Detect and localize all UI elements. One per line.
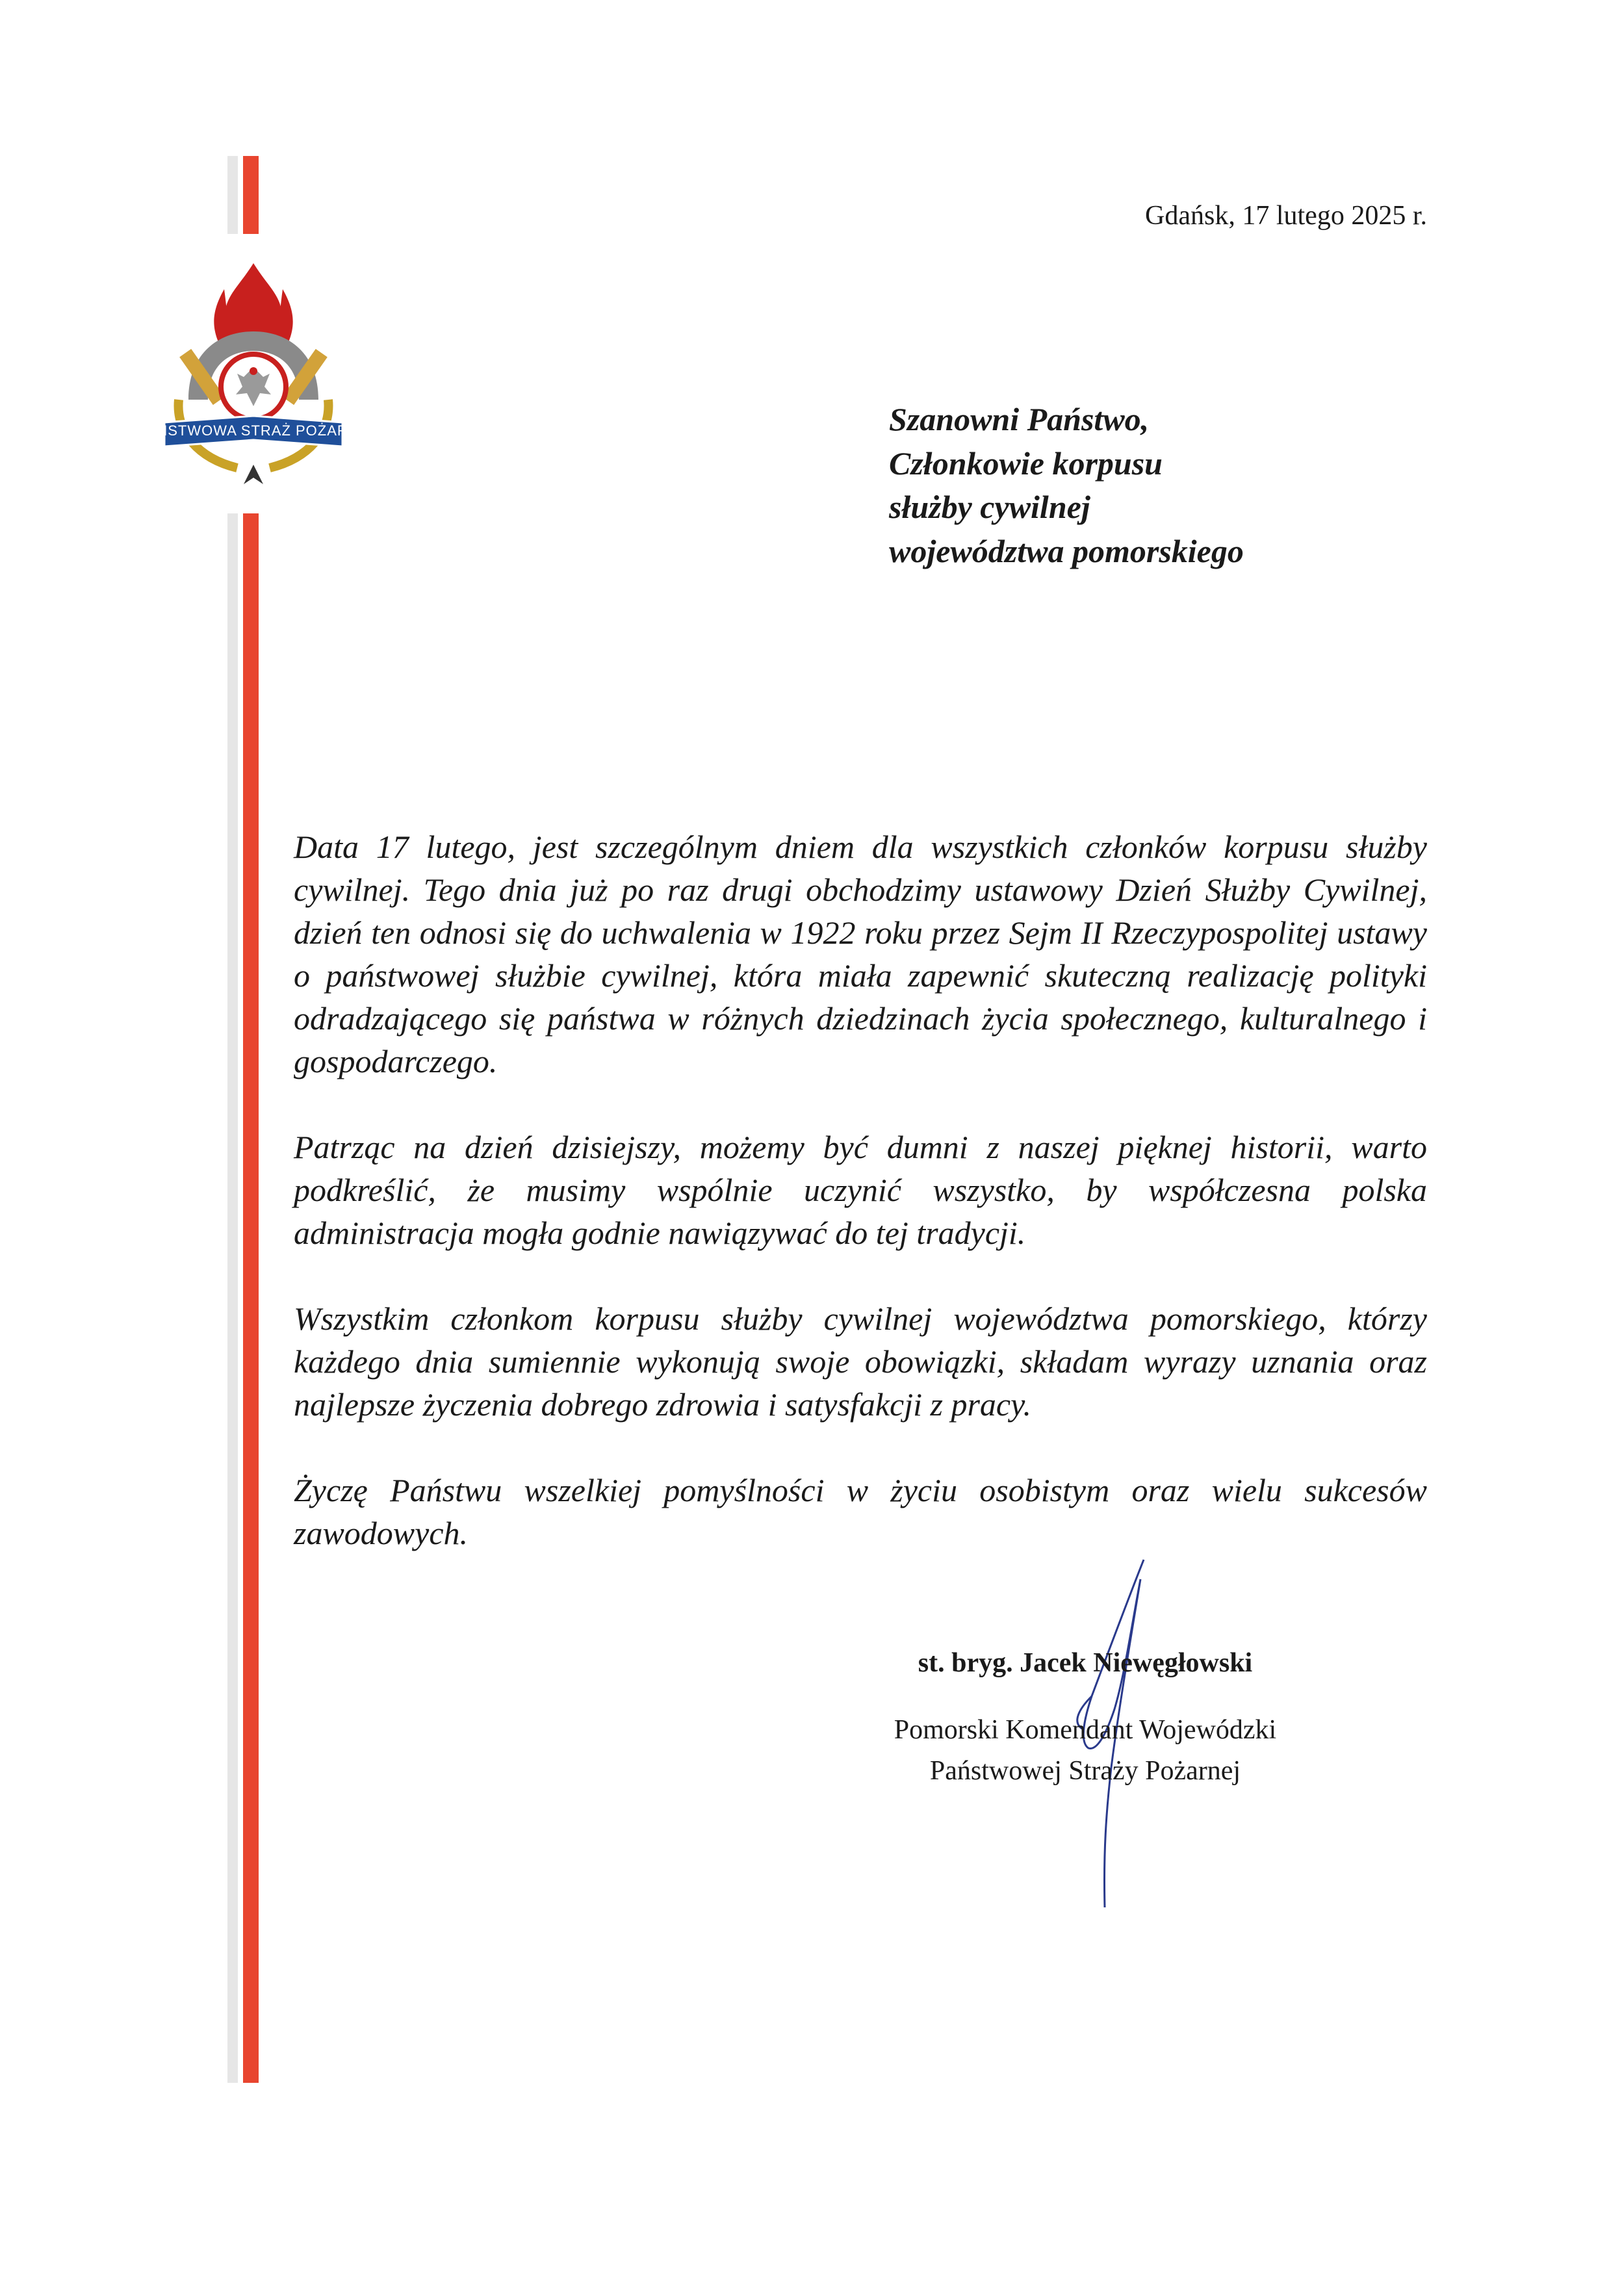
letter-date: Gdańsk, 17 lutego 2025 r. — [1145, 201, 1427, 231]
decorative-stripe-bottom — [227, 513, 264, 2083]
signature-block — [845, 1647, 1326, 1792]
emblem-banner-text: PAŃSTWOWA STRAŻ POŻARNA — [137, 422, 370, 439]
salutation-line: Członkowie korpusu — [889, 445, 1163, 482]
decorative-stripe-top — [227, 156, 264, 234]
signatory-name: st. bryg. Jacek Niewęgłowski — [918, 1648, 1253, 1678]
body-paragraph: Życzę Państwu wszelkiej pomyślności w życiu osobistym oraz wielu sukcesów zawodowych. — [294, 1472, 1427, 1551]
body-paragraph: Patrząc na dzień dzisiejszy, możemy być dumni z naszej pięknej historii, warto podkreślić, że musimy wspólnie uczynić wszystko, by współczesna polska administracja mogła godnie nawiązywać do tej tradycji. — [294, 1129, 1427, 1251]
salutation-block — [889, 398, 1244, 573]
body-paragraph: Wszystkim członkom korpusu służby cywilnej województwa pomorskiego, którzy każdego dnia sumiennie wykonują swoje obowiązki, składam wyrazy uznania oraz najlepsze życzenia dobrego zdrowia i satysfakcji z pracy. — [294, 1300, 1427, 1423]
letter-body — [294, 825, 1427, 1597]
body-paragraph: Data 17 lutego, jest szczególnym dniem dla wszystkich członków korpusu służby cywilnej. Tego dnia już po raz drugi obchodzimy ustawowy Dzień Służby Cywilnej, dzień ten odnosi się do uchwalenia w 1922 roku przez Sejm II Rzeczypospolitej ustawy o państwowej służbie cywilnej, która miała zapewnić skuteczną realizację polityki odradzającego się państwa w różnych dziedzinach życia społecznego, kulturalnego i gospodarczego. — [294, 829, 1427, 1079]
salutation-line: województwa pomorskiego — [889, 532, 1244, 569]
fire-service-emblem-icon — [137, 250, 370, 504]
signatory-title-line1: Pomorski Komendant Wojewódzki — [894, 1715, 1277, 1745]
salutation-line: służby cywilnej — [889, 489, 1090, 525]
salutation-line: Szanowni Państwo, — [889, 401, 1150, 437]
signatory-title-line2: Państwowej Straży Pożarnej — [929, 1756, 1241, 1786]
